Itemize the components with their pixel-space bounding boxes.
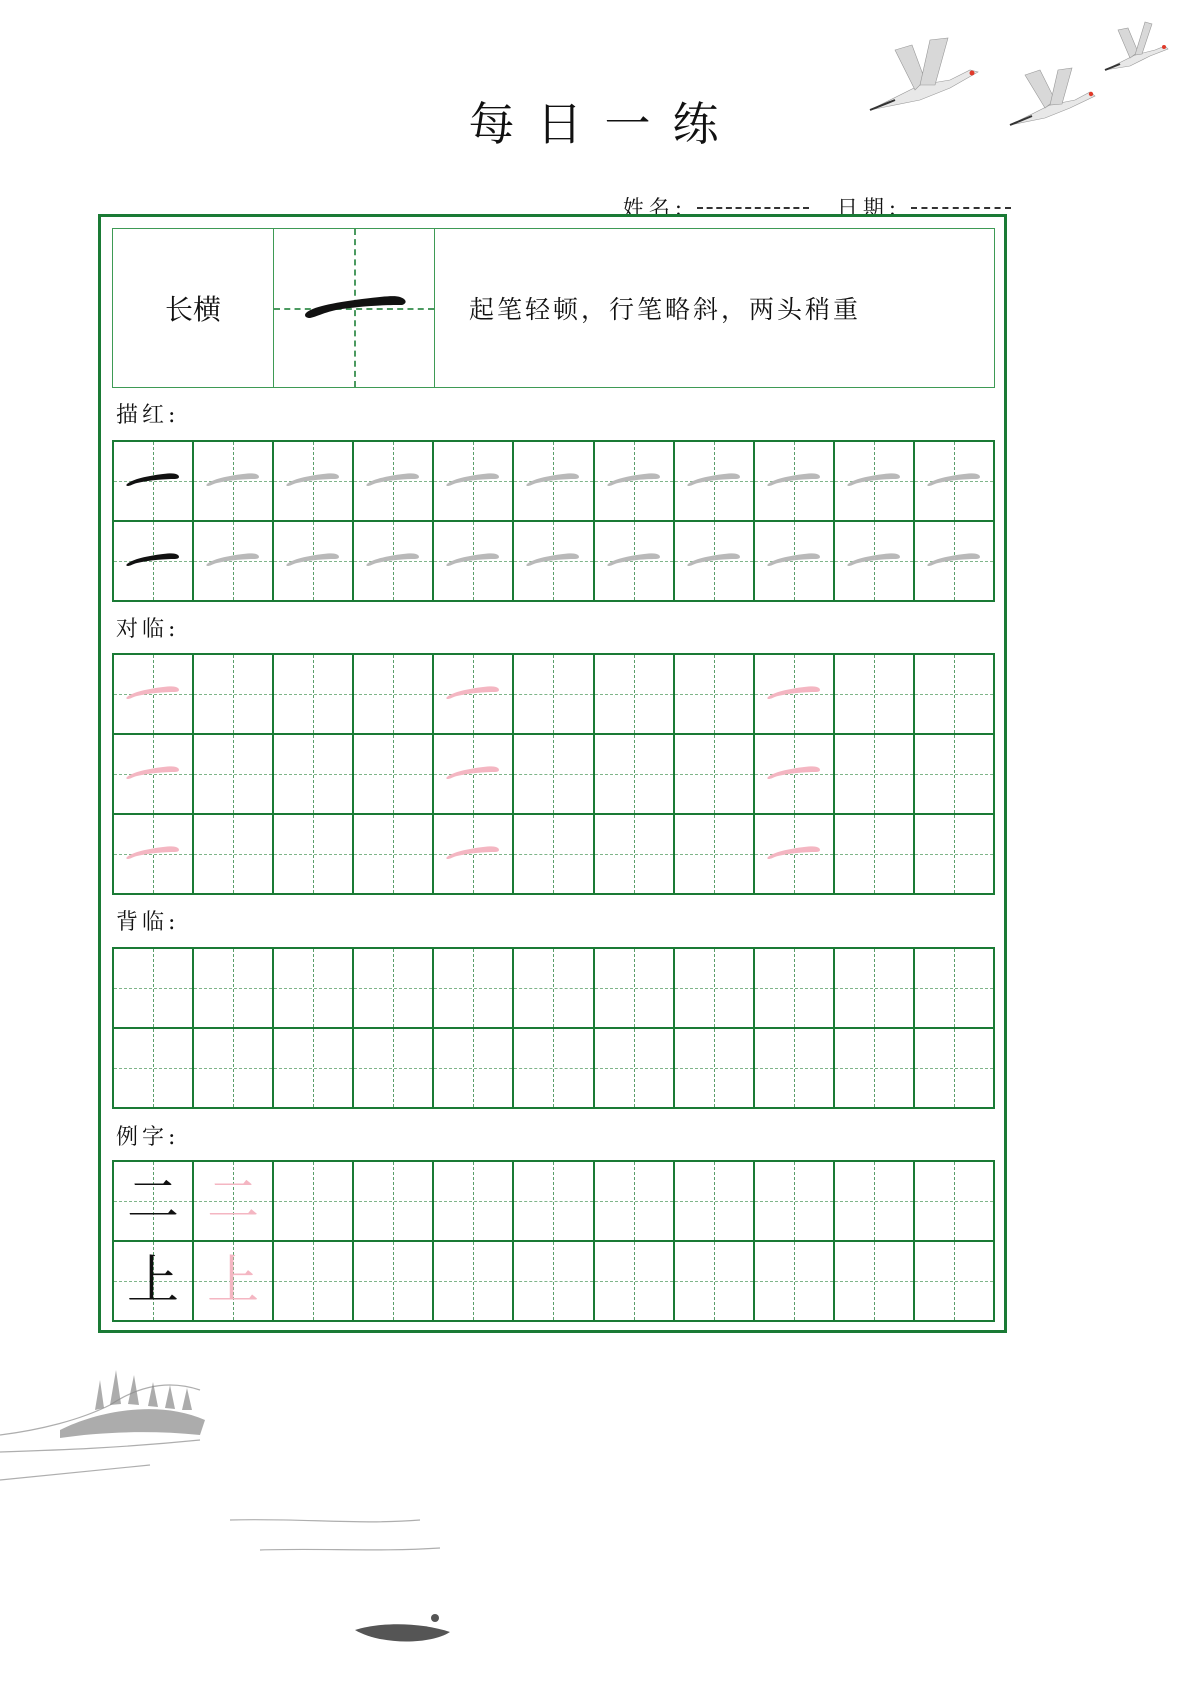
practice-cell[interactable] <box>514 1242 594 1322</box>
trace-cell[interactable] <box>514 522 594 602</box>
trace-cell[interactable] <box>274 522 354 602</box>
guide-stroke-cell[interactable] <box>434 735 514 815</box>
horizontal-stroke-icon <box>766 549 822 567</box>
lesson-header <box>112 228 995 388</box>
horizontal-stroke-icon <box>125 842 181 860</box>
practice-cell[interactable] <box>595 1242 675 1322</box>
practice-cell[interactable] <box>274 1162 354 1242</box>
section-example-label: 例字: <box>116 1125 180 1150</box>
practice-cell[interactable] <box>675 815 755 895</box>
practice-cell[interactable] <box>194 655 274 735</box>
practice-cell[interactable] <box>915 815 995 895</box>
practice-cell[interactable] <box>755 1242 835 1322</box>
practice-cell[interactable] <box>755 1162 835 1242</box>
stroke-demo-cell <box>274 229 435 387</box>
practice-cell[interactable] <box>514 815 594 895</box>
trace-cell[interactable] <box>595 442 675 522</box>
practice-cell[interactable] <box>835 815 915 895</box>
model-stroke-cell[interactable] <box>114 442 194 522</box>
trace-cell[interactable] <box>755 442 835 522</box>
trace-cell[interactable] <box>194 522 274 602</box>
trace-cell[interactable] <box>675 442 755 522</box>
practice-cell[interactable] <box>514 655 594 735</box>
practice-cell[interactable] <box>434 949 514 1029</box>
practice-cell[interactable] <box>434 1162 514 1242</box>
practice-cell[interactable] <box>835 1242 915 1322</box>
horizontal-stroke-icon <box>606 549 662 567</box>
horizontal-stroke-icon <box>365 549 421 567</box>
practice-cell[interactable] <box>915 949 995 1029</box>
horizontal-stroke-icon <box>926 469 982 487</box>
trace-cell[interactable] <box>675 522 755 602</box>
practice-cell[interactable] <box>915 1242 995 1322</box>
practice-cell[interactable] <box>675 1242 755 1322</box>
practice-cell[interactable] <box>675 1162 755 1242</box>
practice-cell[interactable] <box>915 655 995 735</box>
practice-cell[interactable] <box>354 735 434 815</box>
practice-cell[interactable] <box>514 735 594 815</box>
section-copy-label: 对临: <box>116 617 180 642</box>
practice-cell[interactable] <box>595 655 675 735</box>
practice-cell[interactable] <box>514 1029 594 1109</box>
practice-cell[interactable] <box>354 655 434 735</box>
horizontal-stroke-icon <box>125 762 181 780</box>
trace-cell[interactable] <box>434 442 514 522</box>
horizontal-stroke-icon <box>205 469 261 487</box>
practice-cell[interactable] <box>915 1162 995 1242</box>
practice-cell[interactable] <box>274 1029 354 1109</box>
horizontal-stroke-icon <box>365 469 421 487</box>
horizontal-stroke-icon <box>846 469 902 487</box>
practice-cell[interactable] <box>274 1242 354 1322</box>
horizontal-stroke-icon <box>766 842 822 860</box>
example-cell[interactable] <box>194 1242 274 1322</box>
practice-cell[interactable] <box>675 655 755 735</box>
practice-cell[interactable] <box>514 949 594 1029</box>
practice-cell[interactable] <box>595 1162 675 1242</box>
practice-cell[interactable] <box>835 735 915 815</box>
horizontal-stroke-icon <box>445 682 501 700</box>
trace-cell[interactable] <box>755 522 835 602</box>
stroke-name: 长横 <box>113 229 274 387</box>
practice-cell[interactable] <box>274 949 354 1029</box>
trace-cell[interactable] <box>194 442 274 522</box>
page-title: 每日一练 <box>468 97 741 151</box>
trace-cell[interactable] <box>354 522 434 602</box>
practice-cell[interactable] <box>434 1242 514 1322</box>
model-stroke-cell[interactable] <box>114 522 194 602</box>
long-horizontal-stroke-icon <box>302 291 410 319</box>
practice-cell[interactable] <box>354 1162 434 1242</box>
horizontal-stroke-icon <box>926 549 982 567</box>
practice-cell[interactable] <box>354 1029 434 1109</box>
guide-stroke-cell[interactable] <box>434 655 514 735</box>
example-cell[interactable] <box>194 1162 274 1242</box>
guide-stroke-cell[interactable] <box>755 815 835 895</box>
landscape-illustration <box>0 1360 600 1684</box>
practice-cell[interactable] <box>675 735 755 815</box>
practice-cell[interactable] <box>595 949 675 1029</box>
example-grid <box>112 1160 995 1322</box>
practice-cell[interactable] <box>274 735 354 815</box>
horizontal-stroke-icon <box>766 682 822 700</box>
section-trace-label: 描红: <box>116 403 180 428</box>
stroke-tip: 起笔轻顿，行笔略斜，两头稍重 <box>469 295 862 324</box>
guide-stroke-cell[interactable] <box>114 815 194 895</box>
name-label: 姓名: <box>622 196 687 220</box>
horizontal-stroke-icon <box>686 549 742 567</box>
example-char-guide: 二 <box>207 1171 260 1231</box>
section-recall-label: 背临: <box>116 910 180 935</box>
trace-cell[interactable] <box>514 442 594 522</box>
practice-cell[interactable] <box>595 1029 675 1109</box>
horizontal-stroke-icon <box>606 469 662 487</box>
horizontal-stroke-icon <box>445 549 501 567</box>
practice-cell[interactable] <box>354 815 434 895</box>
practice-cell[interactable] <box>514 1162 594 1242</box>
horizontal-stroke-icon <box>285 549 341 567</box>
horizontal-stroke-icon <box>686 469 742 487</box>
horizontal-stroke-icon <box>445 762 501 780</box>
guide-stroke-cell[interactable] <box>755 655 835 735</box>
horizontal-stroke-icon <box>766 762 822 780</box>
horizontal-stroke-icon <box>125 682 181 700</box>
practice-cell[interactable] <box>835 655 915 735</box>
guide-stroke-cell[interactable] <box>114 655 194 735</box>
horizontal-stroke-icon <box>125 549 181 567</box>
practice-cell[interactable] <box>595 815 675 895</box>
horizontal-stroke-icon <box>525 549 581 567</box>
practice-cell[interactable] <box>675 949 755 1029</box>
practice-cell[interactable] <box>915 735 995 815</box>
example-char: 上 <box>127 1251 180 1311</box>
example-char: 二 <box>127 1171 180 1231</box>
trace-cell[interactable] <box>354 442 434 522</box>
date-blank[interactable] <box>911 207 1011 209</box>
trace-cell[interactable] <box>434 522 514 602</box>
guide-stroke-cell[interactable] <box>434 815 514 895</box>
horizontal-stroke-icon <box>445 469 501 487</box>
trace-cell[interactable] <box>915 522 995 602</box>
practice-cell[interactable] <box>274 655 354 735</box>
horizontal-stroke-icon <box>766 469 822 487</box>
guide-stroke-cell[interactable] <box>114 735 194 815</box>
practice-cell[interactable] <box>354 1242 434 1322</box>
practice-cell[interactable] <box>114 949 194 1029</box>
copy-grid <box>112 653 995 895</box>
trace-cell[interactable] <box>274 442 354 522</box>
trace-cell[interactable] <box>835 522 915 602</box>
example-cell[interactable] <box>114 1242 194 1322</box>
trace-cell[interactable] <box>595 522 675 602</box>
recall-grid <box>112 947 995 1109</box>
horizontal-stroke-icon <box>285 469 341 487</box>
practice-cell[interactable] <box>675 1029 755 1109</box>
practice-cell[interactable] <box>755 1029 835 1109</box>
practice-cell[interactable] <box>434 1029 514 1109</box>
horizontal-stroke-icon <box>846 549 902 567</box>
practice-cell[interactable] <box>194 949 274 1029</box>
practice-cell[interactable] <box>354 949 434 1029</box>
practice-cell[interactable] <box>595 735 675 815</box>
practice-cell[interactable] <box>194 735 274 815</box>
practice-cell[interactable] <box>114 1029 194 1109</box>
example-cell[interactable] <box>114 1162 194 1242</box>
trace-cell[interactable] <box>835 442 915 522</box>
date-label: 日期: <box>836 196 901 220</box>
trace-grid <box>112 440 995 602</box>
horizontal-stroke-icon <box>205 549 261 567</box>
horizontal-stroke-icon <box>125 469 181 487</box>
horizontal-stroke-icon <box>525 469 581 487</box>
trace-cell[interactable] <box>915 442 995 522</box>
example-char-guide: 上 <box>207 1251 260 1311</box>
practice-cell[interactable] <box>755 949 835 1029</box>
guide-stroke-cell[interactable] <box>755 735 835 815</box>
practice-cell[interactable] <box>194 815 274 895</box>
practice-cell[interactable] <box>915 1029 995 1109</box>
horizontal-stroke-icon <box>445 842 501 860</box>
practice-cell[interactable] <box>274 815 354 895</box>
practice-cell[interactable] <box>835 1029 915 1109</box>
name-blank[interactable] <box>697 207 809 209</box>
practice-cell[interactable] <box>835 949 915 1029</box>
practice-cell[interactable] <box>835 1162 915 1242</box>
practice-cell[interactable] <box>194 1029 274 1109</box>
